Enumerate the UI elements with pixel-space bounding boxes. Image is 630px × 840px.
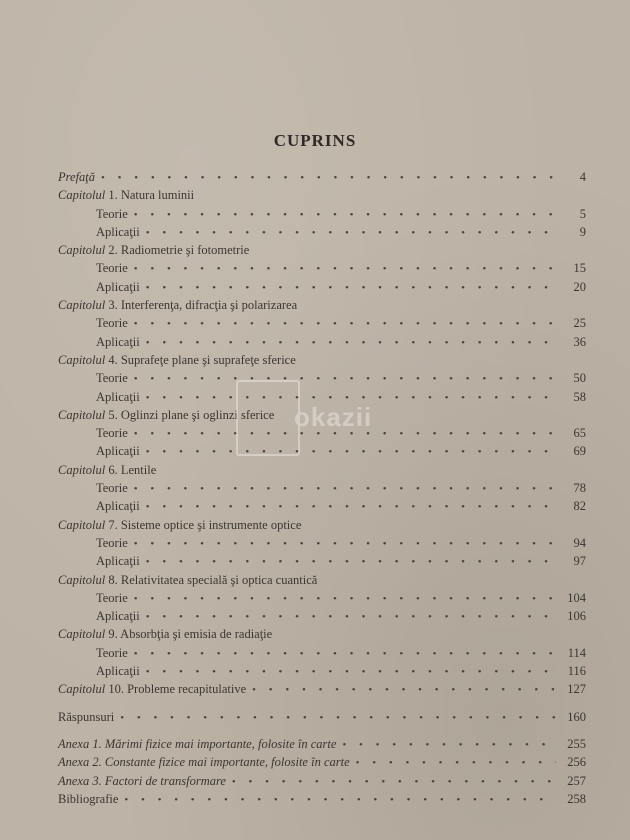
toc-entry-label: Teorie (96, 645, 128, 660)
chapter-prefix: Capitolul (58, 627, 106, 642)
toc-page-number: 257 (567, 773, 586, 788)
dot-leader (146, 666, 556, 678)
toc-entry-label: Teorie (96, 535, 128, 550)
toc-page-number: 127 (567, 682, 586, 697)
chapter-title: 1. Natura luminii (108, 188, 195, 203)
toc-page-number: 25 (573, 316, 586, 331)
toc-entry-teorie[interactable] (58, 207, 586, 225)
toc-entry-aplicatii[interactable] (58, 499, 586, 517)
dot-leader (120, 712, 556, 724)
dot-leader (146, 282, 556, 294)
watermark-box-icon (236, 380, 300, 456)
toc-entry-label: Prefaţă (58, 170, 96, 184)
dot-leader (146, 501, 556, 513)
dot-leader (134, 318, 556, 330)
toc-entry-label: Teorie (96, 590, 128, 605)
toc-entry-label: Teorie (96, 481, 128, 496)
toc-entry-anexa[interactable] (58, 737, 586, 755)
chapter-prefix: Capitolul (58, 682, 106, 697)
anexa-title: 1. Mărimi fizice mai importante, folosite în carte (92, 736, 337, 751)
toc-entry-label: Răspunsuri (58, 709, 115, 724)
dot-leader (124, 794, 556, 806)
dot-leader (252, 684, 556, 696)
toc-entry-label: Teorie (96, 261, 128, 276)
toc-page-number: 258 (567, 791, 586, 806)
toc-entry-anexa[interactable] (58, 774, 586, 792)
toc-entry-label: Bibliografie (58, 791, 119, 806)
toc-chapter-heading[interactable] (58, 188, 586, 206)
dot-leader (356, 757, 556, 769)
anexa-prefix: Anexa (58, 736, 90, 751)
toc-entry-bibliografie[interactable] (58, 792, 586, 810)
toc-entry-label: Teorie (96, 316, 128, 331)
toc-entry-teorie[interactable] (58, 316, 586, 334)
chapter-prefix: Capitolul (58, 572, 106, 587)
anexa-prefix: Anexa (58, 755, 90, 770)
toc-page-number: 256 (567, 755, 586, 770)
chapter-prefix: Capitolul (58, 462, 106, 477)
dot-leader (342, 739, 556, 751)
toc-entry-label: Teorie (96, 206, 128, 221)
chapter-prefix: Capitolul (58, 298, 106, 313)
toc-entry-aplicatii[interactable] (58, 280, 586, 298)
toc-page-number: 106 (567, 609, 586, 624)
toc-entry-aplicatii[interactable] (58, 609, 586, 627)
dot-leader (146, 556, 556, 568)
toc-entry-label: Teorie (96, 371, 128, 386)
dot-leader (134, 483, 556, 495)
toc-chapter-heading[interactable] (58, 463, 586, 481)
chapter-title: 9. Absorbţia şi emisia de radiaţie (108, 627, 273, 642)
chapter-prefix: Capitolul (58, 517, 106, 532)
toc-entry-label: Aplicaţii (96, 499, 140, 514)
chapter-prefix: Capitolul (58, 243, 106, 258)
toc-entry-aplicatii[interactable] (58, 335, 586, 353)
toc-entry-label: Aplicaţii (96, 444, 140, 459)
toc-page-number: 97 (573, 554, 586, 569)
toc-entry-teorie[interactable] (58, 591, 586, 609)
toc-entry-label: Teorie (96, 426, 128, 441)
dot-leader (101, 172, 556, 184)
toc-entry-label: Aplicaţii (96, 609, 140, 624)
toc-entry-label: Aplicaţii (96, 224, 140, 239)
toc-entry-prefata[interactable] (58, 170, 586, 188)
toc-entry-aplicatii[interactable] (58, 664, 586, 682)
toc-chapter-heading[interactable] (58, 353, 586, 371)
dot-leader (134, 593, 556, 605)
toc-page-number: 94 (573, 535, 586, 550)
chapter-prefix: Capitolul (58, 407, 106, 422)
toc-page-number: 15 (573, 261, 586, 276)
chapter-title: 6. Lentile (108, 462, 157, 477)
chapter-title: 5. Oglinzi plane şi oglinzi sferice (108, 407, 275, 422)
dot-leader (146, 337, 556, 349)
watermark-text: okazii (294, 402, 373, 432)
toc-page-number: 4 (579, 170, 586, 184)
toc-entry-label: Aplicaţii (96, 279, 140, 294)
toc-entry-aplicatii[interactable] (58, 554, 586, 572)
anexa-prefix: Anexa (58, 773, 90, 788)
dot-leader (134, 263, 556, 275)
toc-page-number: 69 (573, 444, 586, 459)
toc-entry-anexa[interactable] (58, 755, 586, 773)
toc-chapter-heading[interactable] (58, 573, 586, 591)
toc-page-number: 82 (573, 499, 586, 514)
toc-entry-label: Aplicaţii (96, 334, 140, 349)
toc-page-number: 65 (573, 426, 586, 441)
dot-leader (146, 611, 556, 623)
toc-page-number: 114 (567, 645, 586, 660)
dot-leader (134, 648, 556, 660)
toc-page-number: 58 (573, 389, 586, 404)
toc-entry-teorie[interactable] (58, 261, 586, 279)
toc-entry-label: Aplicaţii (96, 389, 140, 404)
anexa-title: 3. Factori de transformare (92, 773, 226, 788)
dot-leader (134, 209, 556, 221)
toc-page-number: 50 (573, 371, 586, 386)
chapter-title: 2. Radiometrie şi fotometrie (108, 243, 250, 258)
dot-leader (232, 776, 556, 788)
toc-page-number: 78 (573, 481, 586, 496)
chapter-title: 8. Relativitatea specială şi optica cuantică (108, 572, 318, 587)
toc-chapter-10[interactable] (58, 682, 586, 700)
toc-page-number: 9 (579, 224, 586, 239)
chapter-prefix: Capitolul (58, 188, 106, 203)
chapter-title: 3. Interferenţa, difracţia şi polarizarea (108, 298, 298, 313)
toc-entry-raspunsuri[interactable] (58, 710, 586, 728)
dot-leader (134, 538, 556, 550)
chapter-title: 7. Sisteme optice şi instrumente optice (108, 517, 302, 532)
toc-chapter-heading[interactable] (58, 243, 586, 261)
toc-entry-teorie[interactable] (58, 646, 586, 664)
toc-entry-aplicatii[interactable] (58, 225, 586, 243)
page-title: CUPRINS (273, 131, 357, 150)
toc-entry-teorie[interactable] (58, 481, 586, 499)
toc-entry-teorie[interactable] (58, 536, 586, 554)
chapter-title: 4. Suprafeţe plane şi suprafeţe sferice (108, 352, 296, 367)
toc-page-number: 255 (567, 736, 586, 751)
watermark-logo (236, 380, 396, 460)
toc-page-number: 104 (567, 590, 586, 605)
toc-page-number: 20 (573, 279, 586, 294)
table-of-contents (58, 170, 586, 810)
toc-chapter-heading[interactable] (58, 298, 586, 316)
toc-page-number: 36 (573, 334, 586, 349)
chapter-prefix: Capitolul (58, 352, 106, 367)
anexa-title: 2. Constante fizice mai importante, folosite în carte (92, 755, 350, 770)
toc-chapter-heading[interactable] (58, 627, 586, 645)
toc-chapter-heading[interactable] (58, 518, 586, 536)
toc-entry-label: Aplicaţii (96, 554, 140, 569)
toc-page-number: 5 (579, 206, 586, 221)
chapter-title: 10. Probleme recapitulative (108, 682, 247, 697)
toc-entry-label: Aplicaţii (96, 664, 140, 679)
toc-page-number: 116 (567, 664, 586, 679)
toc-page-number: 160 (567, 709, 586, 724)
dot-leader (146, 227, 556, 239)
